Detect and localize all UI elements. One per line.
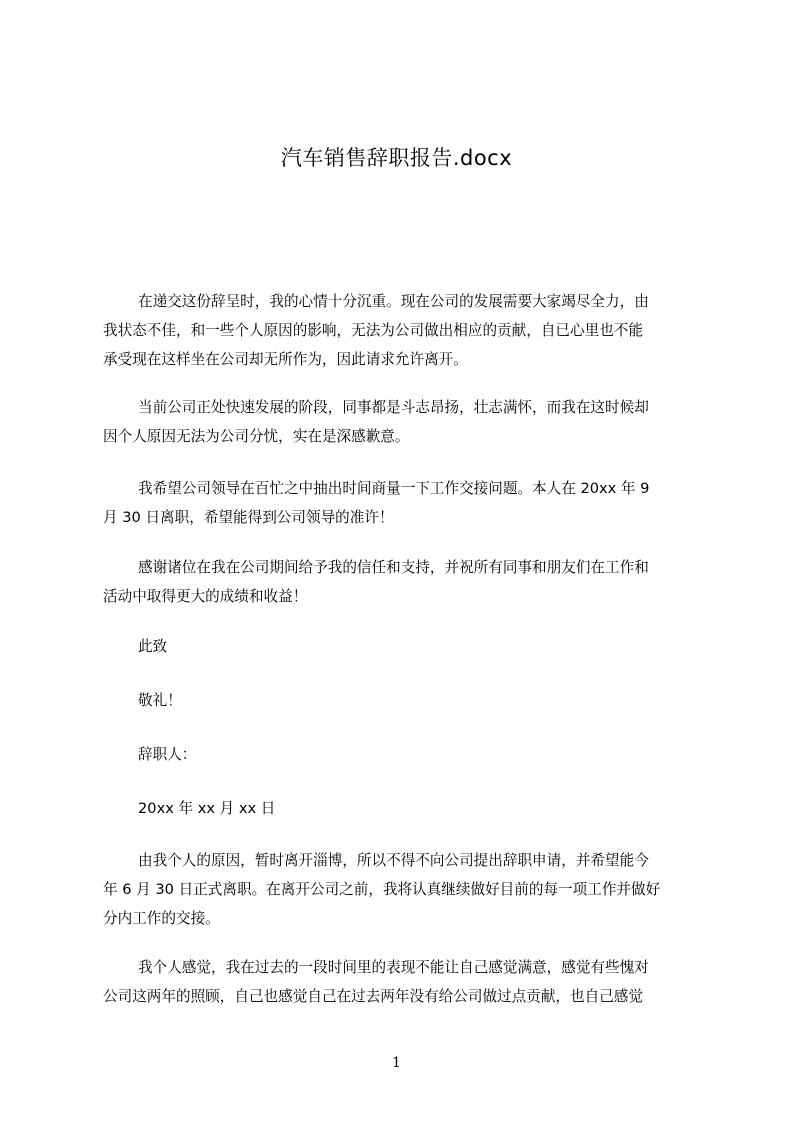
date-line	[103, 794, 701, 823]
paragraph-line: 辞职人：	[138, 746, 197, 763]
paragraph-line: 我希望公司领导在百忙之中抽出时间商量一下工作交接问题。本人在 20xx 年 9	[138, 480, 650, 497]
paragraph-line: 我个人感觉，我在过去的一段时间里的表现不能让自己感觉满意，感觉有些愧对	[138, 959, 649, 976]
paragraph-2	[103, 393, 701, 451]
paragraph-line: 感谢诸位在我在公司期间给予我的信任和支持，并祝所有同事和朋友们在工作和	[138, 559, 649, 576]
page-number: 1	[392, 1055, 401, 1071]
closing-regards	[103, 686, 701, 715]
paragraph-9	[103, 846, 701, 933]
paragraph-line: 敬礼！	[138, 692, 182, 709]
paragraph-line: 在递交这份辞呈时，我的心情十分沉重。现在公司的发展需要大家竭尽全力，由	[138, 293, 649, 310]
paragraph-1	[103, 287, 701, 374]
paragraph-line: 分内工作的交接。	[103, 910, 220, 927]
paragraph-4	[103, 553, 701, 611]
document-title: 汽车销售辞职报告.docx	[280, 146, 513, 170]
paragraph-line: 公司这两年的照顾，自己也感觉自己在过去两年没有给公司做过点贡献，也自己感觉	[103, 988, 643, 1005]
paragraph-line: 月 30 日离职，希望能得到公司领导的准许！	[103, 509, 394, 526]
paragraph-line: 承受现在这样坐在公司却无所作为，因此请求允许离开。	[103, 351, 468, 368]
paragraph-line: 由我个人的原因，暂时离开淄博，所以不得不向公司提出辞职申请，并希望能今	[138, 852, 649, 869]
paragraph-3	[103, 474, 701, 532]
paragraph-line: 我状态不佳，和一些个人原因的影响，无法为公司做出相应的贡献，自已心里也不能	[103, 322, 643, 339]
paragraph-line: 因个人原因无法为公司分忧，实在是深感歉意。	[103, 428, 410, 445]
paragraph-line: 年 6 月 30 日正式离职。在离开公司之前，我将认真继续做好目前的每一项工作并做好	[103, 881, 661, 898]
signature-line	[103, 740, 701, 769]
paragraph-line: 活动中取得更大的成绩和收益！	[103, 588, 308, 605]
paragraph-line: 20xx 年 xx 月 xx 日	[138, 800, 276, 817]
paragraph-line: 此致	[138, 638, 168, 655]
closing-salutation	[103, 632, 701, 661]
paragraph-10	[103, 953, 701, 1011]
paragraph-line: 当前公司正处快速发展的阶段，同事都是斗志昂扬，壮志满怀，而我在这时候却	[138, 399, 649, 416]
